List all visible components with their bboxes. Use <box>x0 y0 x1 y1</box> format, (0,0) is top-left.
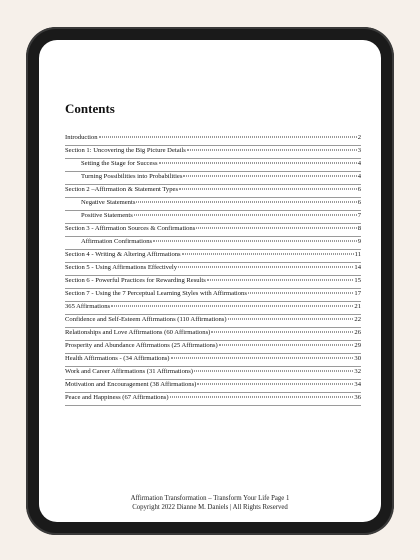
toc-entry[interactable] <box>65 172 361 185</box>
toc-entry[interactable] <box>65 354 361 367</box>
toc-dot-leader <box>170 397 354 398</box>
toc-entry-page-number: 17 <box>354 290 361 297</box>
toc-entry-label: Negative Statements <box>81 199 136 206</box>
toc-entry[interactable] <box>65 159 361 172</box>
toc-entry-page-number: 2 <box>357 134 361 141</box>
toc-entry[interactable] <box>65 198 361 211</box>
toc-entry[interactable] <box>65 328 361 341</box>
toc-dot-leader <box>134 215 357 216</box>
toc-entry[interactable] <box>65 289 361 302</box>
toc-entry[interactable] <box>65 185 361 198</box>
toc-dot-leader <box>187 150 357 151</box>
toc-entry-label: Section 1: Uncovering the Big Picture Details <box>65 147 186 154</box>
toc-dot-leader <box>159 163 357 164</box>
toc-entry-page-number: 21 <box>354 303 361 310</box>
toc-entry-label: Motivation and Encouragement (38 Affirmations) <box>65 381 197 388</box>
toc-entry-label: Section 2 –Affirmation & Statement Types <box>65 186 179 193</box>
toc-dot-leader <box>99 137 357 138</box>
toc-entry-page-number: 36 <box>354 394 361 401</box>
toc-entry[interactable] <box>65 211 361 224</box>
page-footer <box>39 494 381 512</box>
toc-entry-page-number: 9 <box>357 238 361 245</box>
toc-dot-leader <box>171 358 354 359</box>
toc-entry-page-number: 3 <box>357 147 361 154</box>
toc-dot-leader <box>136 202 356 203</box>
footer-copyright-line: Copyright 2022 Dianne M. Daniels | All Rights Reserved <box>132 504 288 511</box>
toc-entry-page-number: 7 <box>357 212 361 219</box>
toc-entry-page-number: 8 <box>357 225 361 232</box>
toc-dot-leader <box>197 384 353 385</box>
toc-entry[interactable] <box>65 276 361 289</box>
toc-entry-page-number: 34 <box>354 381 361 388</box>
toc-entry-page-number: 26 <box>354 329 361 336</box>
toc-entry-label: Peace and Happiness (67 Affirmations) <box>65 394 169 401</box>
toc-entry-page-number: 14 <box>354 264 361 271</box>
toc-entry-label: Prosperity and Abundance Affirmations (25 Affirmations) <box>65 342 218 349</box>
toc-dot-leader <box>179 189 357 190</box>
toc-entry-page-number: 15 <box>354 277 361 284</box>
toc-entry-page-number: 29 <box>354 342 361 349</box>
toc-dot-leader <box>211 332 353 333</box>
document-page <box>39 40 381 522</box>
toc-entry-page-number: 4 <box>357 160 361 167</box>
toc-entry-page-number: 30 <box>354 355 361 362</box>
toc-entry[interactable] <box>65 224 361 237</box>
toc-dot-leader <box>178 267 353 268</box>
toc-entry-page-number: 22 <box>354 316 361 323</box>
toc-entry-label: Confidence and Self-Esteem Affirmations (110 Affirmations) <box>65 316 227 323</box>
toc-entry[interactable] <box>65 250 361 263</box>
toc-entry[interactable] <box>65 315 361 328</box>
toc-entry[interactable] <box>65 367 361 380</box>
toc-entry[interactable] <box>65 146 361 159</box>
toc-entry-page-number: 11 <box>354 251 361 258</box>
toc-dot-leader <box>183 176 356 177</box>
toc-entry-page-number: 6 <box>357 186 361 193</box>
toc-dot-leader <box>248 293 353 294</box>
footer-title-line: Affirmation Transformation – Transform Your Life Page 1 <box>130 495 290 502</box>
toc-entry-label: Affirmation Confirmations <box>81 238 153 245</box>
toc-entry-label: Section 6 - Powerful Practices for Rewarding Results <box>65 277 206 284</box>
toc-entry-page-number: 4 <box>357 173 361 180</box>
toc-entry-label: Section 4 - Writing & Altering Affirmations <box>65 251 181 258</box>
toc-entry[interactable] <box>65 393 361 406</box>
toc-entry-label: 365 Affirmations <box>65 303 111 310</box>
toc-entry[interactable] <box>65 237 361 250</box>
toc-dot-leader <box>153 241 357 242</box>
toc-dot-leader <box>207 280 354 281</box>
toc-entry-label: Relationships and Love Affirmations (60 Affirmations) <box>65 329 211 336</box>
toc-entry-label: Introduction <box>65 134 98 141</box>
toc-entry-label: Section 7 - Using the 7 Perceptual Learning Styles with Affirmations <box>65 290 247 297</box>
toc-dot-leader <box>228 319 354 320</box>
toc-dot-leader <box>196 228 356 229</box>
toc-entry-page-number: 32 <box>354 368 361 375</box>
toc-entry-label: Setting the Stage for Success <box>81 160 158 167</box>
toc-entry[interactable] <box>65 263 361 276</box>
toc-dot-leader <box>182 254 354 255</box>
table-of-contents <box>65 133 361 406</box>
page-title: Contents <box>65 101 115 116</box>
toc-dot-leader <box>194 371 353 372</box>
toc-entry-page-number: 6 <box>357 199 361 206</box>
toc-dot-leader <box>219 345 354 346</box>
toc-entry[interactable] <box>65 133 361 146</box>
toc-entry-label: Work and Career Affirmations (31 Affirmations) <box>65 368 193 375</box>
toc-entry-label: Section 3 - Affirmation Sources & Confirmations <box>65 225 196 232</box>
toc-entry-label: Positive Statements <box>81 212 133 219</box>
tablet-frame <box>26 27 394 535</box>
toc-entry[interactable] <box>65 302 361 315</box>
toc-entry[interactable] <box>65 380 361 393</box>
toc-entry-label: Turning Possibilities into Probabilities <box>81 173 183 180</box>
toc-entry-label: Section 5 - Using Affirmations Effectively <box>65 264 178 271</box>
toc-entry[interactable] <box>65 341 361 354</box>
toc-entry-label: Health Affirmations - (34 Affirmations) <box>65 355 170 362</box>
toc-dot-leader <box>111 306 353 307</box>
